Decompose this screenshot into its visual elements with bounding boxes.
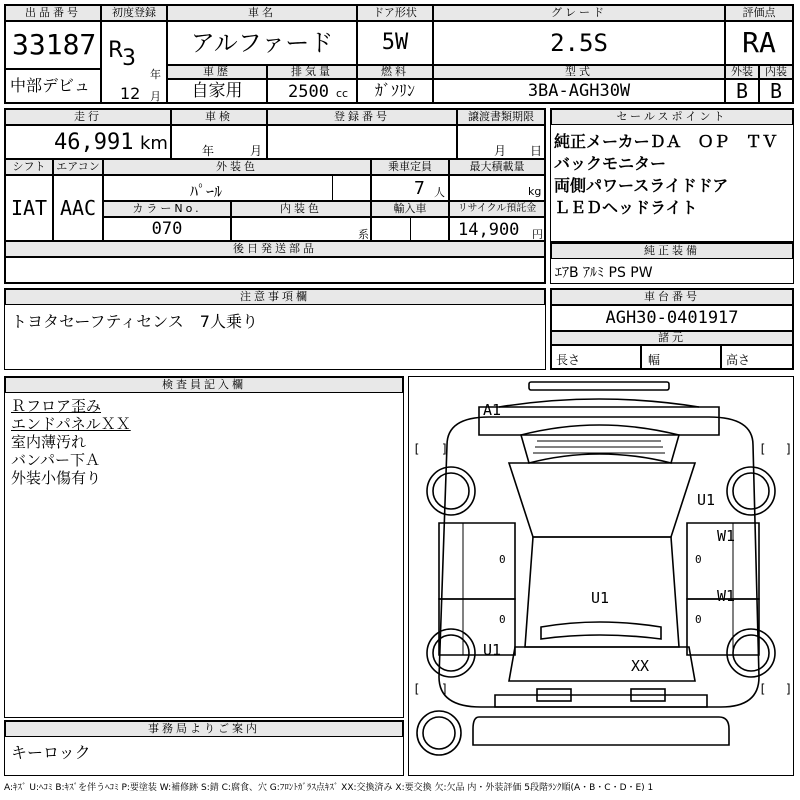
inspector-line: 室内薄汚れ xyxy=(11,433,87,451)
mileage-unit: km xyxy=(140,133,168,154)
registration-era: R xyxy=(108,38,124,63)
bracket-mark: ] xyxy=(785,682,793,696)
bracket-mark: ] xyxy=(441,442,449,456)
recycle-unit: 円 xyxy=(532,228,543,241)
exterior-grade-label: 外装 xyxy=(725,65,759,79)
mark-w1-upper: W1 xyxy=(717,527,736,545)
mark-w1-lower: W1 xyxy=(717,587,736,605)
wheel-front-right xyxy=(727,467,775,515)
exterior-grade: B xyxy=(725,79,759,103)
inspection-year-unit: 年 xyxy=(202,144,215,158)
sales-point-line: 純正メーカーＤＡ ＯＰ ＴＶ xyxy=(554,132,778,151)
windshield-outline xyxy=(521,425,679,463)
interior-color-cell xyxy=(231,217,371,241)
inspector-line: バンパー下Ａ xyxy=(11,451,100,469)
mark-u1-left: U1 xyxy=(483,641,502,659)
inspector-line: Ｒフロア歪み xyxy=(11,397,102,415)
shift-label: シフト xyxy=(5,159,53,175)
height-cell xyxy=(721,345,793,369)
bracket-mark: ] xyxy=(785,442,793,456)
bracket-mark: [ xyxy=(413,442,421,456)
interior-color-label: 内装色 xyxy=(231,201,371,217)
import-divider xyxy=(410,218,411,241)
displacement-value: 2500 xyxy=(288,82,329,102)
exterior-color-cell xyxy=(103,175,371,201)
right-door-rear xyxy=(687,599,759,655)
chassis-block xyxy=(550,288,794,370)
office-value: キーロック xyxy=(11,743,91,762)
genuine-equipment-value: ｴｱB ｱﾙﾐ PS PW xyxy=(555,265,653,281)
ac-label: エアコン xyxy=(53,159,103,175)
max-load-cell xyxy=(449,175,545,201)
lot-label: 出品番号 xyxy=(5,5,101,21)
notes-label: 注意事項欄 xyxy=(5,289,545,305)
transfer-deadline-label: 譲渡書類期限 xyxy=(457,109,545,125)
sales-point-block xyxy=(550,108,794,242)
transfer-deadline-cell xyxy=(457,125,545,159)
mark-a1: A1 xyxy=(483,401,502,419)
displacement-unit: cc xyxy=(336,87,349,100)
ac-value: AAC xyxy=(53,175,103,241)
office-label: 事務局よりご案内 xyxy=(5,721,403,737)
inspector-block xyxy=(4,376,404,718)
car-name: アルファード xyxy=(167,21,357,65)
seats-value: 7 xyxy=(414,178,425,199)
month-unit: 月 xyxy=(150,90,161,103)
transfer-day-unit: 日 xyxy=(530,144,543,158)
lot-number: 33187 xyxy=(5,21,101,69)
displacement-label: 排気量 xyxy=(267,65,357,79)
spec-block xyxy=(4,108,546,284)
wheel-rear-right xyxy=(727,629,775,677)
bracket-mark: [ xyxy=(759,442,767,456)
sales-point-line: 両側パワースライドドア xyxy=(554,176,729,195)
registration-label: 初度登録 xyxy=(101,5,167,21)
grade-value: 2.5S xyxy=(433,21,725,65)
office-block xyxy=(4,720,404,776)
zero-mark: 0 xyxy=(499,553,506,566)
max-load-label: 最大積載量 xyxy=(449,159,545,175)
seats-cell xyxy=(371,175,449,201)
import-label: 輸入車 xyxy=(371,201,449,217)
car-name-label: 車名 xyxy=(167,5,357,21)
genuine-equipment-label: 純正装備 xyxy=(551,243,793,259)
history-label: 車歴 xyxy=(167,65,267,79)
mark-u1-center: U1 xyxy=(591,589,610,607)
sales-point-label: セールスポイント xyxy=(551,109,793,125)
body-outline xyxy=(439,417,759,707)
exterior-color-label: 外装色 xyxy=(103,159,371,175)
import-cell xyxy=(371,217,449,241)
wheel-rear-left xyxy=(427,629,475,677)
genuine-equipment-block xyxy=(550,242,794,284)
transfer-month-unit: 月 xyxy=(494,144,507,158)
sales-point-line: バックモニター xyxy=(554,154,667,173)
mileage-value: 46,991 xyxy=(54,130,134,155)
grade-label: グレード xyxy=(433,5,725,21)
score-label: 評価点 xyxy=(725,5,793,21)
car-diagram-block xyxy=(408,376,794,776)
door-label: ドア形状 xyxy=(357,5,433,21)
length-label: 長さ xyxy=(556,353,581,367)
inspector-line: 外装小傷有り xyxy=(11,469,102,487)
header-block xyxy=(4,4,794,104)
region: 中部デビュ xyxy=(5,69,101,103)
dimensions-label: 諸元 xyxy=(551,331,793,345)
bracket-mark: [ xyxy=(759,682,767,696)
inspection-label: 車検 xyxy=(171,109,267,125)
max-load-unit: kg xyxy=(528,185,542,198)
inspector-label: 検査員記入欄 xyxy=(5,377,403,393)
score-value: RA xyxy=(725,21,793,65)
color-number-value: 070 xyxy=(103,217,231,241)
front-bumper-outline xyxy=(479,407,719,435)
registration-cell xyxy=(101,21,167,103)
history-value: 自家用 xyxy=(167,79,267,103)
year-unit: 年 xyxy=(150,68,161,81)
fuel-value: ｶﾞｿﾘﾝ xyxy=(357,79,433,103)
door-value: 5W xyxy=(357,21,433,65)
recycle-value: 14,900 xyxy=(458,220,520,240)
mileage-label: 走行 xyxy=(5,109,171,125)
registration-number-cell xyxy=(267,125,457,159)
displacement-cell xyxy=(267,79,357,103)
zero-mark: 0 xyxy=(695,613,702,626)
aftersend-value xyxy=(5,257,545,283)
inspection-cell xyxy=(171,125,267,159)
notes-block xyxy=(4,288,546,370)
exterior-color-divider xyxy=(332,176,333,201)
interior-color-unit: 系 xyxy=(358,228,369,241)
zero-mark: 0 xyxy=(695,553,702,566)
legend: A:ｷｽﾞ U:ﾍｺﾐ B:ｷｽﾞを伴うﾍｺﾐ P:要塗装 W:補修跡 S:錆 C:腐食、穴 G:ﾌﾛﾝﾄｶﾞﾗｽ点ｷｽﾞ XX:交換済み X:要交換 欠:欠品 内・外装評価 5段階ﾗﾝｸ順(A・B・C・D・E) 1 xyxy=(4,783,654,793)
tailgate-outline xyxy=(473,717,729,745)
chassis-number: AGH30-0401917 xyxy=(551,305,793,331)
sales-point-line: ＬＥＤヘッドライト xyxy=(554,198,698,217)
inspector-line: エンドパネルＸＸ xyxy=(11,415,131,433)
rear-bumper-outline xyxy=(495,695,707,707)
interior-grade: B xyxy=(759,79,793,103)
inspection-month-unit: 月 xyxy=(250,144,263,158)
interior-grade-label: 内装 xyxy=(759,65,793,79)
recycle-cell xyxy=(449,217,545,241)
seats-unit: 人 xyxy=(434,186,445,199)
width-cell xyxy=(641,345,721,369)
model-value: 3BA-AGH30W xyxy=(433,79,725,103)
mark-xx: XX xyxy=(631,657,650,675)
color-number-label: カラーNo. xyxy=(103,201,231,217)
wheel-front-left xyxy=(427,467,475,515)
mileage-cell xyxy=(5,125,171,159)
length-cell xyxy=(551,345,641,369)
aftersend-label: 後日発送部品 xyxy=(5,241,545,257)
width-label: 幅 xyxy=(648,353,661,367)
rear-outline xyxy=(509,647,695,681)
exterior-color-value: ﾊﾟｰﾙ xyxy=(190,182,223,201)
mark-u1-right: U1 xyxy=(697,491,716,509)
notes-value: トヨタセーフティセンス 7人乗り xyxy=(11,312,258,331)
car-diagram xyxy=(409,377,793,775)
registration-year: 3 xyxy=(122,46,136,71)
hood-outline xyxy=(509,463,695,537)
model-label: 型式 xyxy=(433,65,725,79)
shift-value: IAT xyxy=(5,175,53,241)
registration-number-label: 登録番号 xyxy=(267,109,457,125)
registration-month: 12 xyxy=(120,84,141,103)
bracket-mark: ] xyxy=(441,682,449,696)
chassis-label: 車台番号 xyxy=(551,289,793,305)
recycle-label: リサイクル預託金 xyxy=(449,201,545,217)
seats-label: 乗車定員 xyxy=(371,159,449,175)
height-label: 高さ xyxy=(726,353,751,367)
fuel-label: 燃料 xyxy=(357,65,433,79)
zero-mark: 0 xyxy=(499,613,506,626)
left-door-rear xyxy=(439,599,515,655)
bracket-mark: [ xyxy=(413,682,421,696)
